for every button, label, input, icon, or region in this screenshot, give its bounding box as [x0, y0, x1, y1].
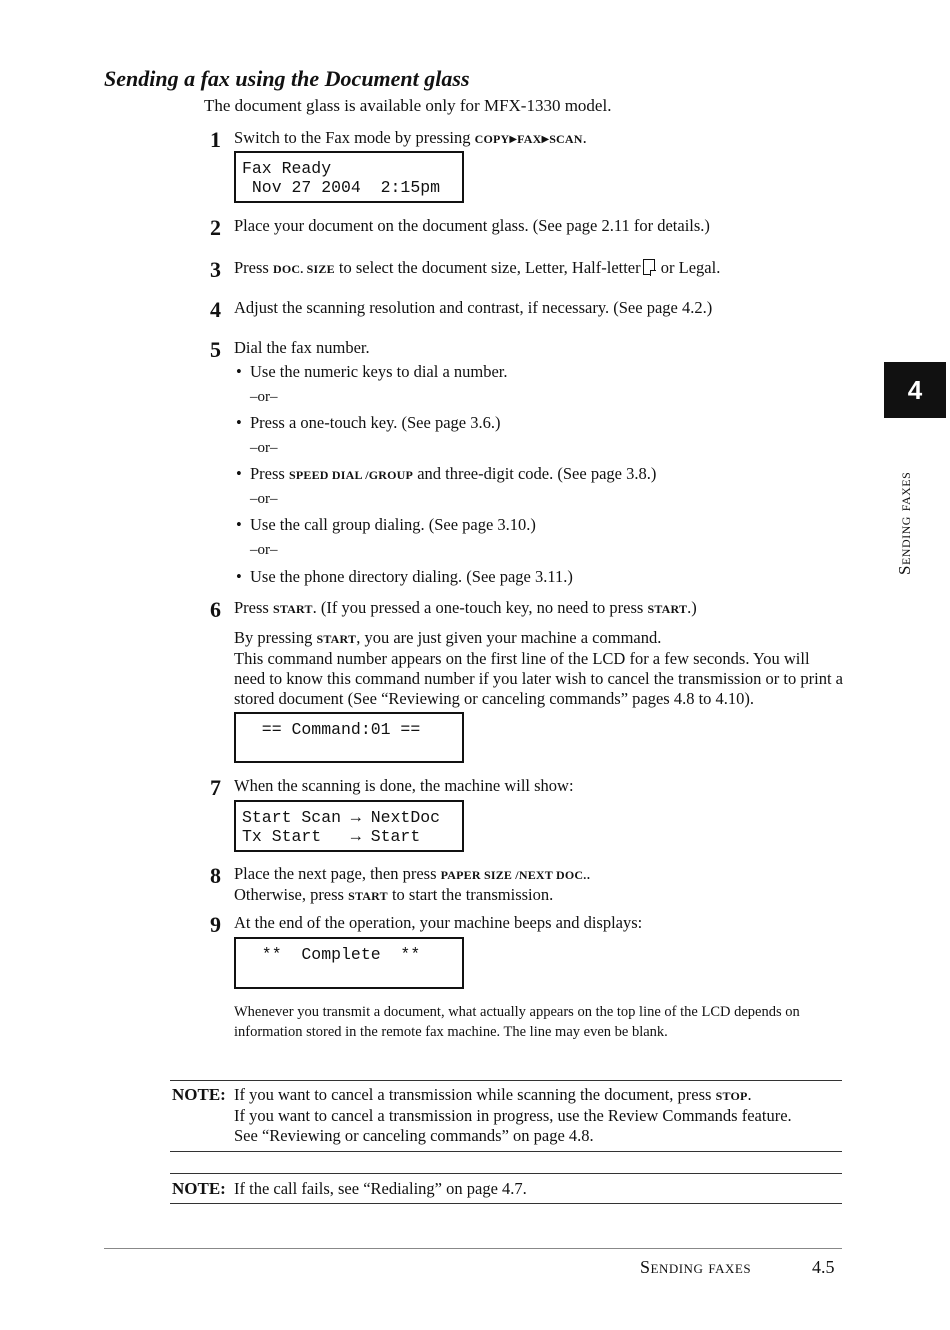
copy-key: COPY [474, 132, 510, 146]
list-item: • Press a one-touch key. (See page 3.6.) [236, 413, 501, 432]
list-item: • Use the phone directory dialing. (See page 3.11.) [236, 567, 573, 586]
doc-size-key: DOC. SIZE [272, 262, 335, 276]
note-label: NOTE: [172, 1179, 226, 1198]
step-number: 4 [210, 297, 221, 322]
page-number: 4.5 [812, 1257, 835, 1277]
scan-key: SCAN [549, 132, 583, 146]
fax-key: FAX [517, 132, 542, 146]
or-separator: –or– [250, 440, 278, 456]
step-6-text: Press START. (If you pressed a one-touch key, no need to press START.) [234, 598, 697, 617]
note-1-text: If you want to cancel a transmission while scanning the document, press STOP. If you want to cancel a transmission in progress, use the Review Commands feature. See “Reviewing or canceling commands” on page 4.8. [234, 1085, 792, 1145]
step-number: 6 [210, 597, 221, 622]
lcd-display-command: == Command:01 == [234, 712, 464, 763]
lcd-info-text: Whenever you transmit a document, what actually appears on the top line of the LCD depends on information stored in the remote fax machine. The line may even be blank. [234, 1004, 800, 1040]
step-4-text: Adjust the scanning resolution and contrast, if necessary. (See page 4.2.) [234, 298, 713, 317]
step-number: 9 [210, 912, 221, 937]
footer-section: Sending faxes [640, 1257, 752, 1277]
step-number: 7 [210, 775, 221, 800]
divider [170, 1173, 842, 1174]
or-separator: –or– [250, 491, 278, 507]
step-2-text: Place your document on the document glass. (See page 2.11 for details.) [234, 216, 710, 235]
note-2-text: If the call fails, see “Redialing” on page 4.7. [234, 1179, 527, 1198]
footer-divider [104, 1248, 842, 1249]
chapter-tab: 4 [884, 362, 946, 418]
step-number: 3 [210, 257, 221, 282]
lcd-display-next-doc: Start Scan → NextDoc Tx Start → Start [234, 800, 464, 852]
note-label: NOTE: [172, 1085, 226, 1104]
step-9-text: At the end of the operation, your machine beeps and displays: [234, 913, 643, 932]
step-number: 8 [210, 863, 221, 888]
list-item: • Use the call group dialing. (See page 3.10.) [236, 515, 536, 534]
half-letter-icon [643, 259, 655, 275]
divider [170, 1203, 842, 1204]
chapter-side-label: Sending faxes [895, 471, 914, 575]
or-separator: –or– [250, 542, 278, 558]
divider [170, 1080, 842, 1081]
step-5-text: Dial the fax number. [234, 338, 370, 357]
lcd-display-fax-ready: Fax Ready Nov 27 2004 2:15pm [234, 151, 464, 203]
step-7-text: When the scanning is done, the machine will show: [234, 776, 574, 795]
step-8-text: Place the next page, then press PAPER SIZE /NEXT DOC.. Otherwise, press START to start the transmission. [234, 864, 591, 904]
step-number: 2 [210, 215, 221, 240]
section-title: Sending a fax using the Document glass [104, 66, 470, 91]
intro-text: The document glass is available only for MFX-1330 model. [204, 96, 612, 115]
triangle-icon: ▶ [509, 134, 518, 145]
divider [170, 1151, 842, 1152]
step-1-text: Switch to the Fax mode by pressing COPY▶FAX▶SCAN. [234, 128, 587, 147]
step-number: 5 [210, 337, 221, 362]
or-separator: –or– [250, 389, 278, 405]
lcd-display-complete: ** Complete ** [234, 937, 464, 989]
step-3-text: Press DOC. SIZE to select the document size, Letter, Half-letter or Legal. [234, 258, 721, 277]
step-number: 1 [210, 127, 221, 152]
step-6-paragraph: By pressing START, you are just given your machine a command. This command number appears on the first line of the LCD for a few seconds. You will need to know this command number if you later wish to cancel the transmission or to print a stored document (See “Reviewing or canceling commands” pages 4.8 to 4.10). [234, 628, 843, 708]
list-item: • Press SPEED DIAL /GROUP and three-digit code. (See page 3.8.) [236, 464, 657, 483]
list-item: • Use the numeric keys to dial a number. [236, 362, 508, 381]
triangle-icon: ▶ [541, 134, 550, 145]
